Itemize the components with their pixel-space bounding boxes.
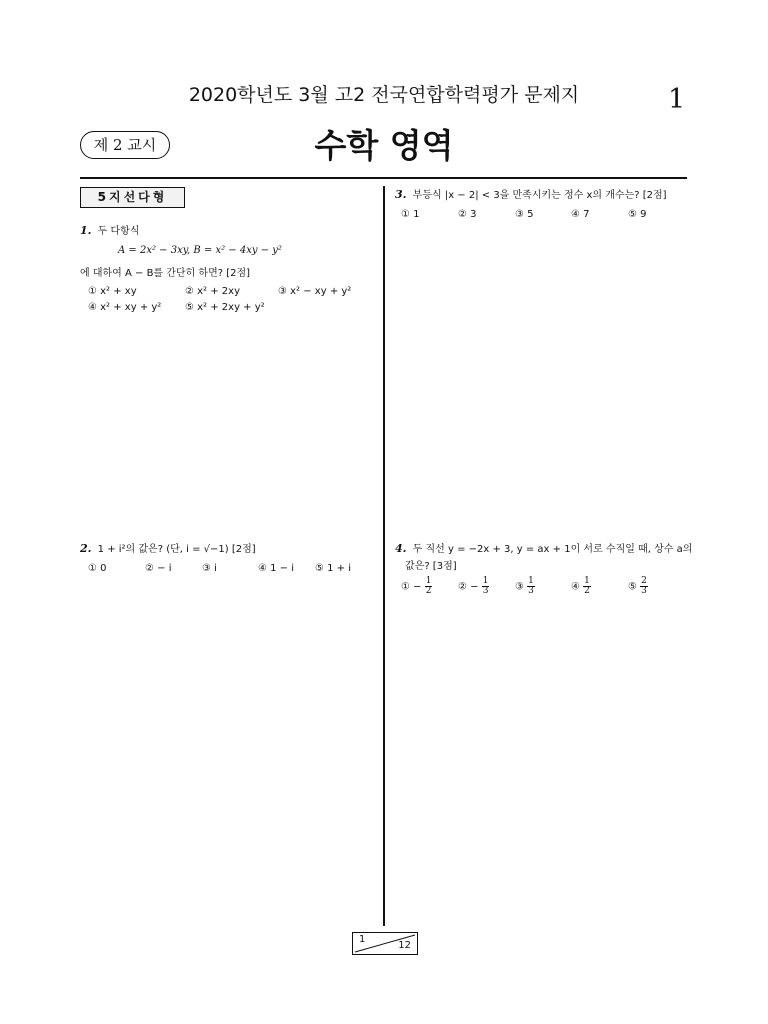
choice-1[interactable]: ① x² + xy: [88, 286, 137, 297]
choice-2[interactable]: ② − i: [145, 563, 172, 574]
question-4: [395, 540, 692, 555]
page-number: 1: [668, 84, 686, 115]
question-stem: 두 다항식: [97, 226, 140, 237]
question-stem-continued: 에 대하여 A − B를 간단히 하면? [2점]: [80, 268, 251, 279]
choice-5[interactable]: ⑤ x² + 2xy + y²: [185, 302, 265, 313]
question-2: [80, 540, 256, 555]
fraction-numerator: 2: [641, 576, 647, 586]
fraction: [482, 577, 490, 596]
choice-2[interactable]: [458, 577, 489, 596]
question-number: 1.: [80, 224, 92, 237]
choice-3[interactable]: ③ 5: [515, 209, 534, 220]
current-page: 1: [359, 934, 366, 945]
choice-3[interactable]: ③ x² − xy + y²: [278, 286, 352, 297]
choice-marker: ②: [458, 581, 467, 593]
choice-3[interactable]: ③ i: [202, 563, 217, 574]
question-stem: 부등식 |x − 2| < 3을 만족시키는 정수 x의 개수는? [2점]: [412, 190, 667, 201]
choice-sign: −: [470, 581, 479, 593]
question-number: 2.: [80, 542, 92, 555]
fraction-numerator: 1: [584, 576, 590, 586]
choice-1[interactable]: [401, 577, 432, 596]
question-1: [80, 222, 140, 237]
choice-sign: −: [413, 581, 422, 593]
fraction-numerator: 1: [528, 576, 534, 586]
choice-4[interactable]: ④ 1 − i: [258, 563, 295, 574]
question-number: 4.: [395, 542, 407, 555]
question-formula: A = 2x² − 3xy, B = x² − 4xy − y²: [118, 245, 282, 256]
fraction-denominator: 2: [425, 586, 432, 596]
fraction-numerator: 1: [482, 576, 489, 586]
fraction-denominator: 2: [584, 586, 590, 596]
choice-5[interactable]: ⑤ 9: [628, 209, 647, 220]
choice-marker: ④: [571, 581, 580, 593]
subject-title: 수학 영역: [314, 126, 454, 165]
fraction: [527, 577, 535, 596]
fraction: [640, 577, 648, 596]
question-stem: 두 직선 y = −2x + 3, y = ax + 1이 서로 수직일 때, 상수 a의: [412, 544, 693, 555]
page-indicator: [352, 932, 418, 955]
question-stem: 1 + i²의 값은? (단, i = √−1) [2점]: [97, 544, 256, 555]
question-stem-continued: 값은? [3점]: [405, 561, 457, 572]
choice-2[interactable]: ② x² + 2xy: [185, 286, 241, 297]
choice-2[interactable]: ② 3: [458, 209, 477, 220]
exam-title: 2020학년도 3월 고2 전국연합학력평가 문제지: [188, 84, 580, 106]
fraction-denominator: 3: [641, 586, 647, 596]
fraction-denominator: 3: [528, 586, 534, 596]
choice-5[interactable]: [628, 577, 648, 596]
choice-5[interactable]: ⑤ 1 + i: [315, 563, 352, 574]
choice-1[interactable]: ① 0: [88, 563, 107, 574]
choice-4[interactable]: ④ 7: [571, 209, 590, 220]
fraction: [425, 577, 433, 596]
choice-4[interactable]: ④ x² + xy + y²: [88, 302, 162, 313]
choice-marker: ⑤: [628, 581, 637, 593]
choice-1[interactable]: ① 1: [401, 209, 420, 220]
fraction: [583, 577, 591, 596]
choice-3[interactable]: [515, 577, 535, 596]
section-label: 5지선다형: [80, 187, 185, 208]
total-pages: 12: [398, 940, 411, 951]
header-divider: [80, 177, 687, 179]
choice-4[interactable]: [571, 577, 591, 596]
choice-marker: ③: [515, 581, 524, 593]
fraction-denominator: 3: [482, 586, 489, 596]
question-number: 3.: [395, 188, 407, 201]
question-3: [395, 186, 667, 201]
choice-marker: ①: [401, 581, 410, 593]
column-divider: [383, 186, 385, 926]
fraction-numerator: 1: [425, 576, 432, 586]
period-badge: 제 2 교시: [80, 131, 170, 159]
